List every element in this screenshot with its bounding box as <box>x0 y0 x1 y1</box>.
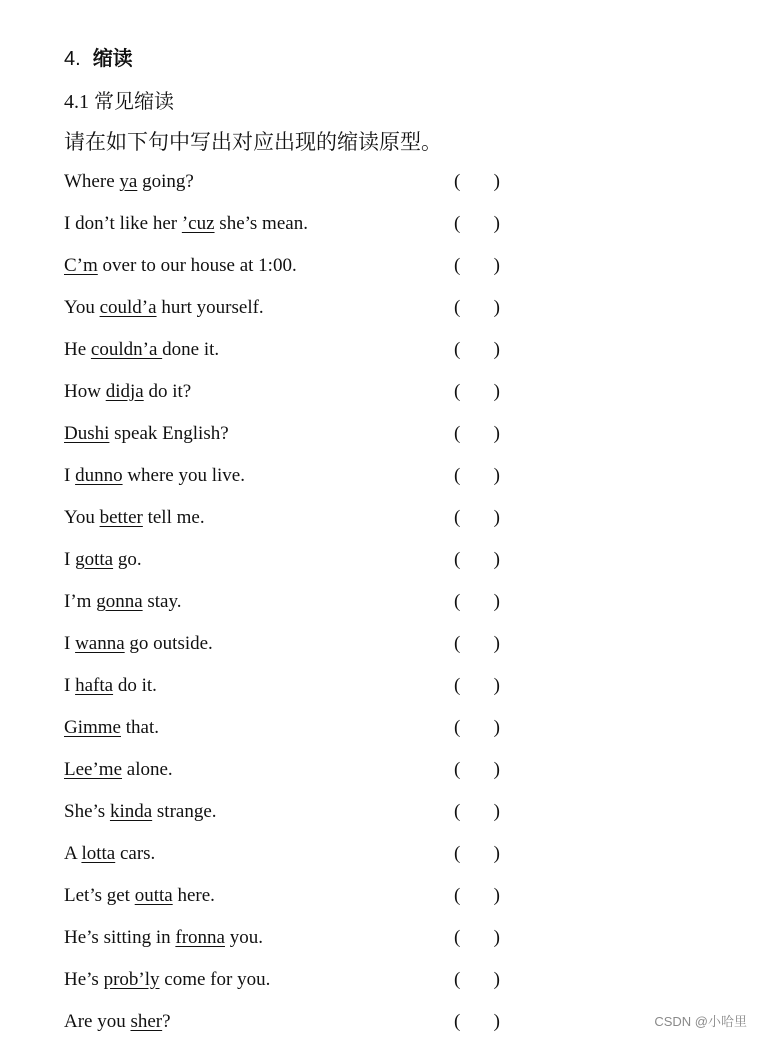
paren-open: ( <box>454 297 461 318</box>
answer-blank[interactable] <box>454 629 500 659</box>
reduced-form: sher <box>130 1011 163 1032</box>
reduced-form: better <box>99 507 143 528</box>
answer-blank[interactable] <box>454 755 500 785</box>
answer-blank[interactable] <box>454 839 500 869</box>
sentence-text: You <box>64 507 100 528</box>
paren-open: ( <box>454 507 461 528</box>
instruction-text: 请在如下句中写出对应出现的缩读原型。 <box>64 130 442 154</box>
section-number: 4. <box>64 48 81 70</box>
paren-close: ) <box>493 465 500 486</box>
paren-close: ) <box>493 885 500 906</box>
answer-blank[interactable] <box>454 335 500 365</box>
exercise-item <box>64 377 524 407</box>
reduced-form: fronna <box>175 927 225 948</box>
answer-blank[interactable] <box>454 587 500 617</box>
sentence-text: I’m <box>64 591 97 612</box>
answer-blank[interactable] <box>454 965 500 995</box>
paren-close: ) <box>493 549 500 570</box>
sentence-text: Where <box>64 171 120 192</box>
answer-blank[interactable] <box>454 167 500 197</box>
section-title: 缩读 <box>92 48 133 70</box>
sentence-text: How <box>64 381 106 402</box>
paren-close: ) <box>493 591 500 612</box>
answer-blank[interactable] <box>454 293 500 323</box>
exercise-item <box>64 629 524 659</box>
reduced-form: didja <box>105 381 144 402</box>
subsection-heading: 4.1 常见缩读 <box>64 91 174 113</box>
reduced-form: kinda <box>109 801 153 822</box>
answer-blank[interactable] <box>454 797 500 827</box>
sentence-text: ? <box>162 1011 171 1032</box>
exercise-item <box>64 167 524 197</box>
answer-blank[interactable] <box>454 713 500 743</box>
sentence-text: going? <box>137 171 194 192</box>
paren-close: ) <box>493 255 500 276</box>
paren-open: ( <box>454 1011 461 1032</box>
sentence-text: cars. <box>115 843 156 864</box>
sentence-text: where you live. <box>122 465 245 486</box>
paren-open: ( <box>454 339 461 360</box>
answer-blank[interactable] <box>454 377 500 407</box>
sentence-text: over to our house at 1:00. <box>97 255 297 276</box>
paren-open: ( <box>454 801 461 822</box>
paren-open: ( <box>454 381 461 402</box>
reduced-form: C’m <box>64 255 98 276</box>
paren-open: ( <box>454 591 461 612</box>
reduced-form: ’cuz <box>181 213 215 234</box>
answer-blank[interactable] <box>454 503 500 533</box>
paren-open: ( <box>454 549 461 570</box>
sentence-text: tell me. <box>142 507 205 528</box>
paren-open: ( <box>454 675 461 696</box>
reduced-form: could’a <box>99 297 157 318</box>
exercise-item <box>64 545 524 575</box>
exercise-item <box>64 293 524 323</box>
sentence-text: that. <box>121 717 159 738</box>
exercise-item <box>64 881 524 911</box>
exercise-item <box>64 419 524 449</box>
paren-close: ) <box>493 423 500 444</box>
paren-close: ) <box>493 717 500 738</box>
sentence-text: hurt yourself. <box>156 297 264 318</box>
sentence-text: go outside. <box>124 633 213 654</box>
reduced-form: Gimme <box>64 717 121 738</box>
paren-open: ( <box>454 213 461 234</box>
paren-open: ( <box>454 843 461 864</box>
paren-open: ( <box>454 885 461 906</box>
answer-blank[interactable] <box>454 209 500 239</box>
reduced-form: gotta <box>75 549 114 570</box>
exercise-item <box>64 797 524 827</box>
sentence-text: I <box>64 465 76 486</box>
paren-open: ( <box>454 171 461 192</box>
reduced-form: hafta <box>75 675 114 696</box>
sentence-text: I <box>64 675 76 696</box>
reduced-form: Dushi <box>64 423 110 444</box>
sentence-text: He <box>64 339 91 360</box>
paren-close: ) <box>493 339 500 360</box>
sentence-text: do it? <box>143 381 192 402</box>
paren-close: ) <box>493 843 500 864</box>
sentence-text: speak English? <box>109 423 229 444</box>
exercise-item <box>64 839 524 869</box>
paren-open: ( <box>454 633 461 654</box>
exercise-item <box>64 755 524 785</box>
sentence-text: I don’t like her <box>64 213 182 234</box>
reduced-form: lotta <box>81 843 116 864</box>
answer-blank[interactable] <box>454 251 500 281</box>
sentence-text: She’s <box>64 801 110 822</box>
answer-blank[interactable] <box>454 1007 500 1037</box>
sentence-text: A <box>64 843 82 864</box>
exercise-item <box>64 923 524 953</box>
exercise-item <box>64 587 524 617</box>
sentence-text: You <box>64 297 100 318</box>
exercise-item <box>64 1007 524 1037</box>
sentence-text: Let’s get <box>64 885 135 906</box>
reduced-form: gonna <box>96 591 143 612</box>
sentence-text: He’s <box>64 969 104 990</box>
answer-blank[interactable] <box>454 545 500 575</box>
sentence-text: here. <box>172 885 215 906</box>
reduced-form: dunno <box>75 465 123 486</box>
paren-close: ) <box>493 507 500 528</box>
paren-open: ( <box>454 423 461 444</box>
answer-blank[interactable] <box>454 419 500 449</box>
paren-close: ) <box>493 297 500 318</box>
exercise-item <box>64 503 524 533</box>
paren-close: ) <box>493 675 500 696</box>
paren-open: ( <box>454 255 461 276</box>
answer-blank[interactable] <box>454 881 500 911</box>
exercise-item <box>64 713 524 743</box>
sentence-text: done it. <box>162 339 220 360</box>
paren-open: ( <box>454 927 461 948</box>
exercise-item <box>64 209 524 239</box>
exercise-item <box>64 251 524 281</box>
sentence-text: I <box>64 633 76 654</box>
exercise-item <box>64 335 524 365</box>
sentence-text: He’s sitting in <box>64 927 176 948</box>
exercise-item <box>64 671 524 701</box>
paren-open: ( <box>454 465 461 486</box>
reduced-form: couldn’a <box>90 339 163 360</box>
paren-close: ) <box>493 801 500 822</box>
exercise-item <box>64 965 524 995</box>
sentence-text: go. <box>113 549 142 570</box>
sentence-text: she’s mean. <box>214 213 308 234</box>
sentence-text: I <box>64 549 76 570</box>
paren-close: ) <box>493 927 500 948</box>
paren-close: ) <box>493 1011 500 1032</box>
answer-blank[interactable] <box>454 461 500 491</box>
paren-open: ( <box>454 969 461 990</box>
sentence-text: alone. <box>122 759 173 780</box>
sentence-text: do it. <box>113 675 157 696</box>
answer-blank[interactable] <box>454 923 500 953</box>
paren-close: ) <box>493 633 500 654</box>
reduced-form: prob’ly <box>103 969 160 990</box>
sentence-text: come for you. <box>159 969 271 990</box>
paren-close: ) <box>493 171 500 192</box>
reduced-form: Lee’me <box>64 759 123 780</box>
paren-close: ) <box>493 759 500 780</box>
paren-close: ) <box>493 969 500 990</box>
sentence-text: strange. <box>152 801 217 822</box>
sentence-text: Are you <box>64 1011 131 1032</box>
reduced-form: wanna <box>75 633 125 654</box>
exercise-item <box>64 461 524 491</box>
paren-close: ) <box>493 213 500 234</box>
paren-open: ( <box>454 759 461 780</box>
paren-open: ( <box>454 717 461 738</box>
reduced-form: outta <box>134 885 173 906</box>
sentence-text: stay. <box>142 591 182 612</box>
watermark: CSDN @小哈里 <box>654 1014 747 1029</box>
sentence-text: you. <box>224 927 263 948</box>
paren-close: ) <box>493 381 500 402</box>
reduced-form: ya <box>119 171 138 192</box>
answer-blank[interactable] <box>454 671 500 701</box>
